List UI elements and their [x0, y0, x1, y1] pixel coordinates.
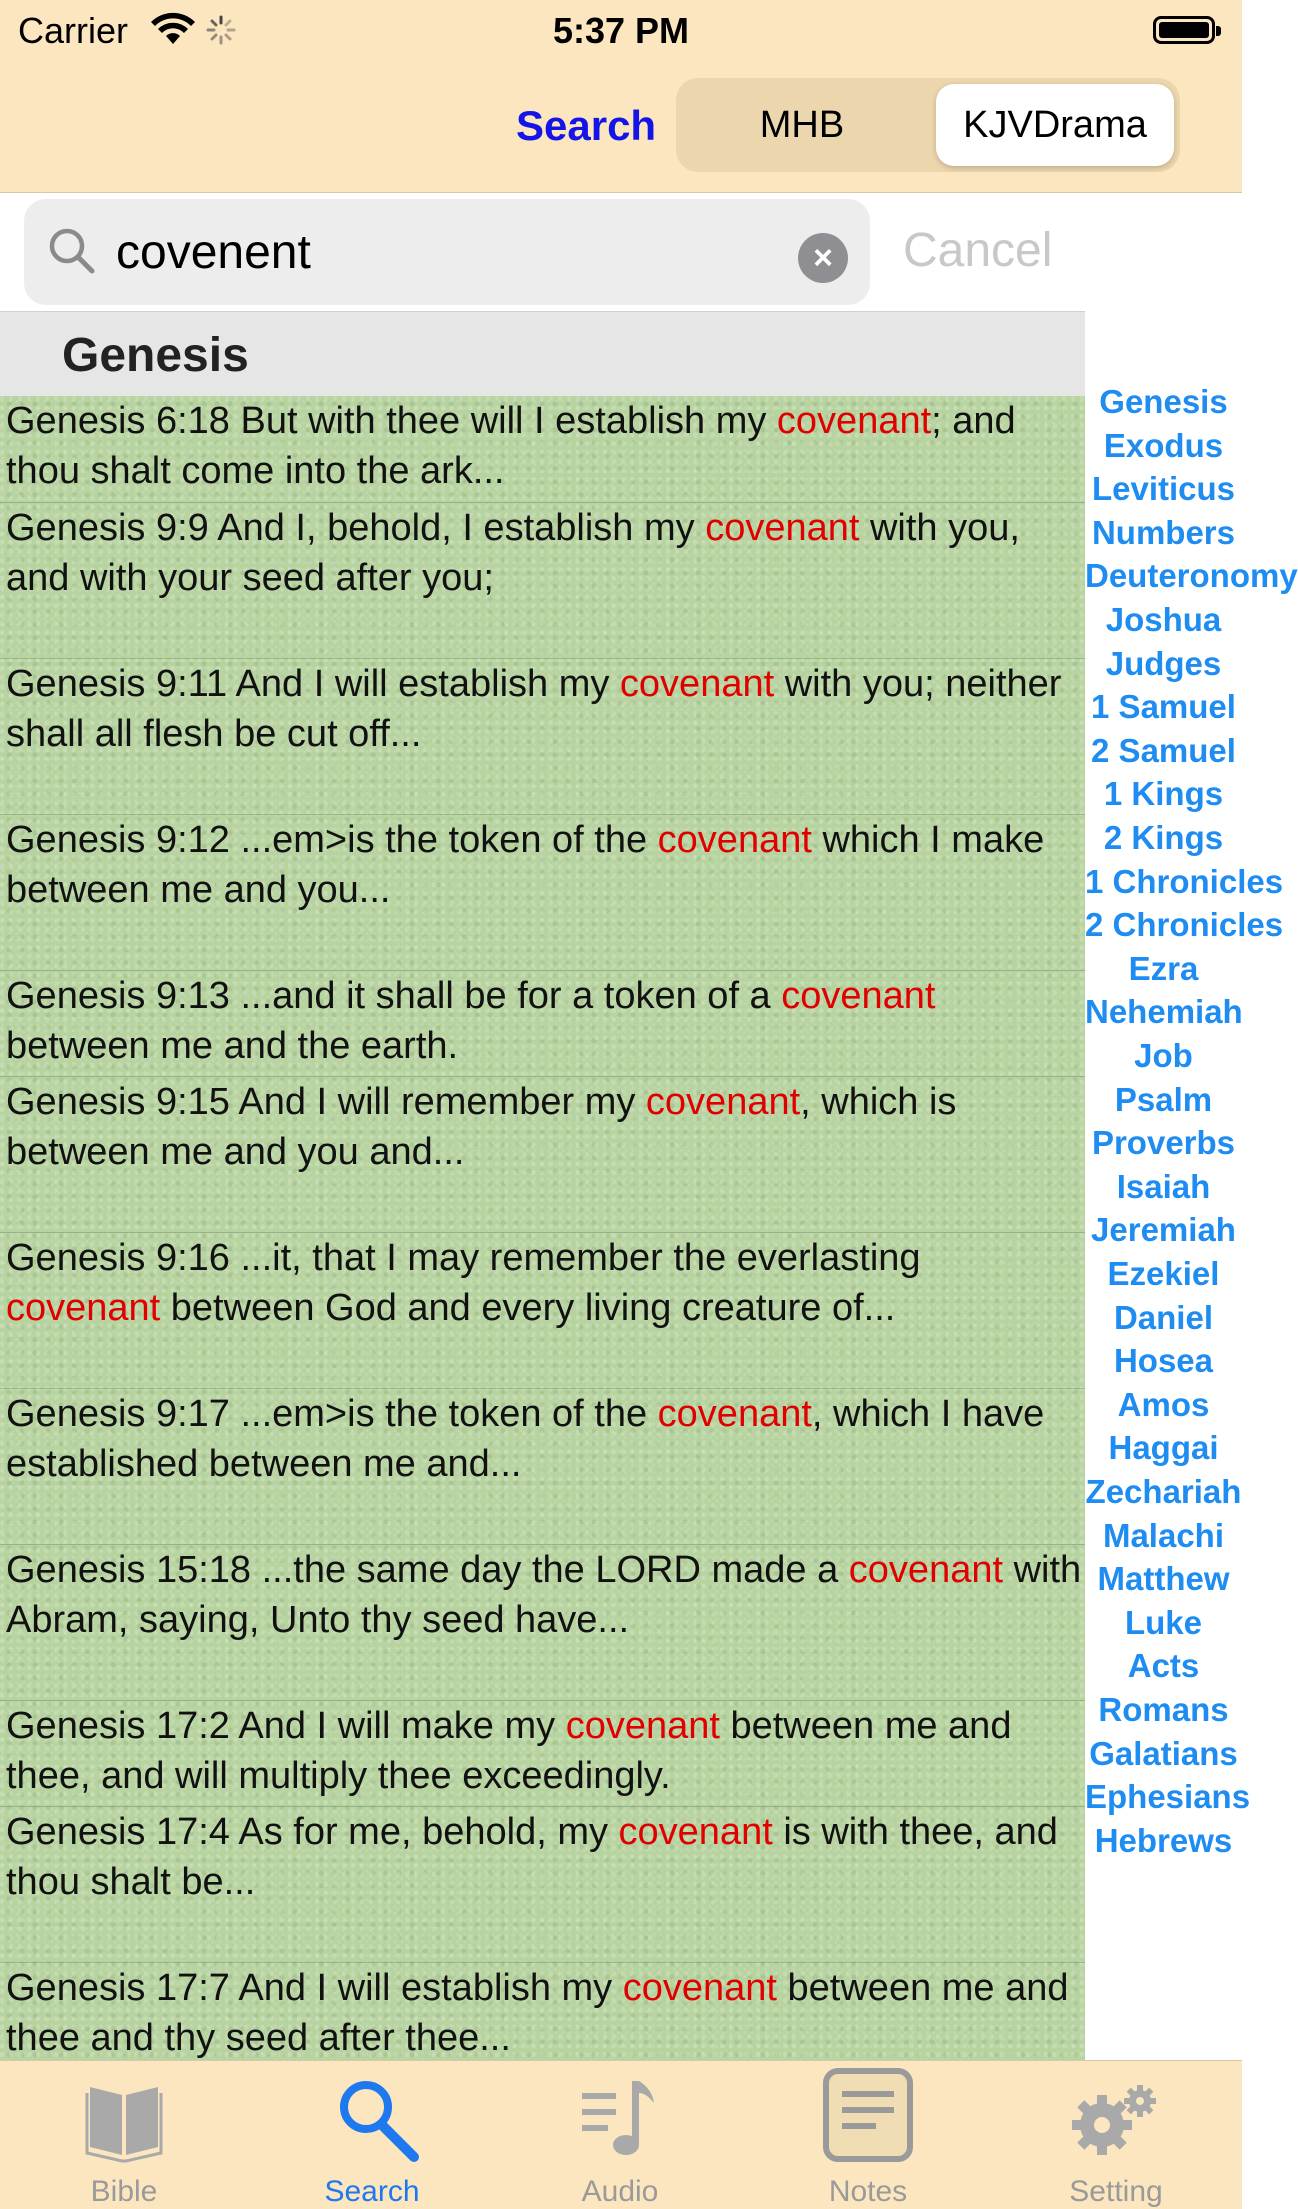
result-line: [0, 1021, 1085, 1071]
section-header: [0, 312, 1085, 396]
result-row[interactable]: [0, 1232, 1085, 1389]
verse-text: between me and: [776, 1967, 1069, 2009]
tab-search[interactable]: [248, 2061, 496, 2209]
index-item[interactable]: Haggai: [1108, 1429, 1219, 1467]
book-index-sidebar: [1085, 193, 1298, 2060]
result-row[interactable]: [0, 502, 1085, 659]
verse-text: with: [1003, 1549, 1082, 1591]
index-item[interactable]: 2 Kings: [1103, 819, 1224, 856]
result-line: [0, 815, 1085, 865]
result-row[interactable]: [0, 970, 1085, 1077]
verse-text: Genesis 15:18 ...the same day the LORD made a: [6, 1549, 849, 1591]
music-note-icon: [580, 2075, 660, 2161]
verse-text: with you,: [859, 507, 1020, 549]
result-line: [0, 1439, 1085, 1489]
result-line: [0, 1389, 1085, 1439]
clock-label: 5:37 PM: [552, 10, 690, 51]
index-item[interactable]: Nehemiah: [1085, 993, 1243, 1031]
search-highlight: covenant: [657, 1393, 812, 1435]
result-line: [0, 396, 1085, 446]
result-line: [0, 659, 1085, 709]
translation-segmented-control: [676, 78, 1180, 172]
index-item[interactable]: Jeremiah: [1091, 1211, 1236, 1249]
verse-text: and with your seed after you;: [6, 557, 494, 599]
verse-text: Genesis 9:17 ...em>is the token of the: [6, 1393, 658, 1435]
verse-text: Genesis 17:2 And I will make my: [6, 1705, 566, 1747]
result-line: [0, 1233, 1085, 1283]
search-highlight: covenant: [657, 819, 812, 861]
verse-text: Genesis 9:16 ...it, that I may remember the everlasting: [6, 1237, 921, 1279]
index-item[interactable]: Matthew: [1097, 1560, 1230, 1598]
carrier-label: Carrier: [18, 10, 129, 51]
index-item[interactable]: Exodus: [1103, 426, 1224, 464]
search-field[interactable]: [24, 199, 870, 305]
result-line: [0, 1077, 1085, 1127]
tab-bible[interactable]: [0, 2061, 248, 2209]
tab-label: Bible: [90, 2175, 158, 2208]
tab-label: Audio: [581, 2175, 659, 2208]
top-bar: [0, 0, 1242, 193]
index-item[interactable]: Ezra: [1128, 949, 1199, 987]
result-row[interactable]: [0, 658, 1085, 815]
result-row[interactable]: [0, 1388, 1085, 1545]
index-item[interactable]: Isaiah: [1116, 1167, 1211, 1205]
result-line: [0, 503, 1085, 553]
result-line: [0, 1283, 1085, 1333]
index-item[interactable]: Malachi: [1102, 1516, 1225, 1554]
verse-text: Genesis 17:4 As for me, behold, my: [6, 1811, 619, 1853]
result-line: [0, 2013, 1085, 2063]
verse-text: Genesis 17:7 And I will establish my: [6, 1967, 623, 2009]
result-line: [0, 1807, 1085, 1857]
section-title: Genesis: [62, 329, 249, 382]
verse-text: between me and the earth.: [6, 1025, 459, 1067]
verse-text: established between me and...: [6, 1443, 522, 1485]
index-item[interactable]: Leviticus: [1091, 470, 1236, 508]
verse-text: thou shalt come into the ark...: [6, 450, 505, 492]
search-highlight: covenant: [565, 1705, 720, 1747]
index-item[interactable]: Hosea: [1113, 1342, 1214, 1380]
result-row[interactable]: [0, 1076, 1085, 1233]
search-highlight: covenant: [705, 507, 860, 549]
verse-text: thee and thy seed after thee...: [6, 2017, 511, 2059]
search-icon: [46, 225, 98, 277]
result-line: [0, 553, 1085, 603]
index-item[interactable]: Luke: [1124, 1603, 1203, 1641]
search-highlight: covenant: [6, 1287, 161, 1329]
search-highlight: covenant: [645, 1081, 801, 1123]
verse-text: between me and: [719, 1705, 1012, 1747]
tab-label: Setting: [1069, 2175, 1163, 2208]
index-item[interactable]: Numbers: [1091, 513, 1236, 551]
search-icon: [332, 2075, 422, 2165]
verse-text: is with thee, and: [772, 1811, 1058, 1853]
verse-text: thou shalt be...: [6, 1861, 256, 1903]
verse-text: Genesis 9:9 And I, behold, I establish my: [6, 507, 706, 549]
search-highlight: covenant: [848, 1549, 1004, 1591]
book-icon: [84, 2075, 164, 2161]
result-row[interactable]: [0, 1806, 1085, 1963]
index-item[interactable]: 1 Kings: [1103, 775, 1224, 813]
verse-text: Abram, saying, Unto thy seed have...: [6, 1599, 630, 1641]
verse-text: with you; neither: [774, 663, 1062, 705]
result-line: [0, 971, 1085, 1021]
verse-text: , which I have: [811, 1393, 1045, 1435]
result-line: [0, 1963, 1085, 2013]
segment-kjvdrama[interactable]: KJVDrama: [936, 84, 1174, 166]
index-item[interactable]: Job: [1134, 1037, 1193, 1074]
index-item[interactable]: 2 Samuel: [1091, 731, 1236, 769]
index-item[interactable]: Psalm: [1114, 1080, 1213, 1118]
tab-bar: [0, 2060, 1242, 2209]
tab-notes[interactable]: [744, 2061, 992, 2209]
search-highlight: covenant: [776, 400, 932, 442]
segment-mhb[interactable]: MHB: [759, 104, 845, 146]
verse-text: Genesis 9:12 ...em>is the token of the: [6, 819, 658, 861]
index-item[interactable]: Hebrews: [1094, 1821, 1233, 1859]
index-item[interactable]: Proverbs: [1091, 1124, 1236, 1162]
results-list: [0, 396, 1085, 2060]
search-highlight: covenant: [618, 1811, 773, 1853]
result-row[interactable]: [0, 814, 1085, 971]
verse-text: Genesis 6:18 But with thee will I establish my: [6, 400, 777, 442]
verse-text: , which is: [800, 1081, 957, 1123]
result-line: [0, 1751, 1085, 1801]
verse-text: thee, and will multiply thee exceedingly.: [6, 1755, 671, 1797]
index-item[interactable]: Judges: [1105, 644, 1222, 682]
notes-icon: [820, 2067, 916, 2163]
search-highlight: covenant: [619, 663, 775, 705]
result-line: [0, 1701, 1085, 1751]
index-item[interactable]: Daniel: [1113, 1298, 1214, 1336]
result-row[interactable]: [0, 1700, 1085, 1807]
result-row[interactable]: [0, 1544, 1085, 1701]
index-item[interactable]: Deuteronomy: [1085, 557, 1298, 595]
tab-audio[interactable]: [496, 2061, 744, 2209]
verse-text: which I make: [811, 819, 1045, 861]
result-line: [0, 709, 1085, 759]
verse-text: shall all flesh be cut off...: [6, 713, 422, 755]
result-line: [0, 1857, 1085, 1907]
search-highlight: covenant: [622, 1967, 777, 2009]
index-item[interactable]: Romans: [1098, 1691, 1229, 1728]
verse-text: ; and: [931, 400, 1016, 442]
cancel-button[interactable]: Cancel: [903, 224, 1053, 277]
result-line: [0, 1595, 1085, 1645]
search-bar: [0, 193, 1085, 312]
index-item[interactable]: 1 Chronicles: [1085, 862, 1284, 900]
index-item[interactable]: Ezekiel: [1107, 1255, 1220, 1292]
tab-label: Notes: [828, 2175, 908, 2208]
result-line: [0, 446, 1085, 496]
result-line: [0, 1127, 1085, 1177]
index-item[interactable]: Genesis: [1099, 383, 1228, 420]
result-line: [0, 1545, 1085, 1595]
index-item[interactable]: Amos: [1117, 1385, 1210, 1423]
verse-text: between me and you...: [6, 869, 391, 911]
result-row[interactable]: [0, 1962, 1085, 2073]
index-item[interactable]: Zechariah: [1085, 1473, 1242, 1510]
index-item[interactable]: Acts: [1127, 1647, 1200, 1685]
index-item[interactable]: Ephesians: [1085, 1778, 1251, 1816]
battery-icon: [1153, 16, 1215, 44]
index-item[interactable]: 2 Chronicles: [1085, 906, 1284, 944]
tab-label: Search: [324, 2175, 420, 2208]
result-row[interactable]: [0, 396, 1085, 502]
verse-text: Genesis 9:15 And I will remember my: [6, 1081, 646, 1123]
verse-text: Genesis 9:11 And I will establish my: [6, 663, 620, 705]
search-highlight: covenant: [781, 975, 936, 1017]
nav-search-title[interactable]: Search: [516, 102, 657, 149]
result-line: [0, 865, 1085, 915]
verse-text: Genesis 9:13 ...and it shall be for a token of a: [6, 975, 782, 1017]
verse-text: between God and every living creature of...: [160, 1287, 896, 1329]
tab-setting[interactable]: [992, 2061, 1240, 2209]
verse-text: between me and you and...: [6, 1131, 465, 1173]
index-item[interactable]: Joshua: [1105, 601, 1222, 638]
index-item[interactable]: Galatians: [1089, 1734, 1238, 1772]
search-input[interactable]: [116, 217, 796, 287]
index-item[interactable]: 1 Samuel: [1091, 688, 1236, 726]
gears-icon: [1068, 2081, 1164, 2161]
clear-search-icon[interactable]: ×: [798, 233, 848, 283]
